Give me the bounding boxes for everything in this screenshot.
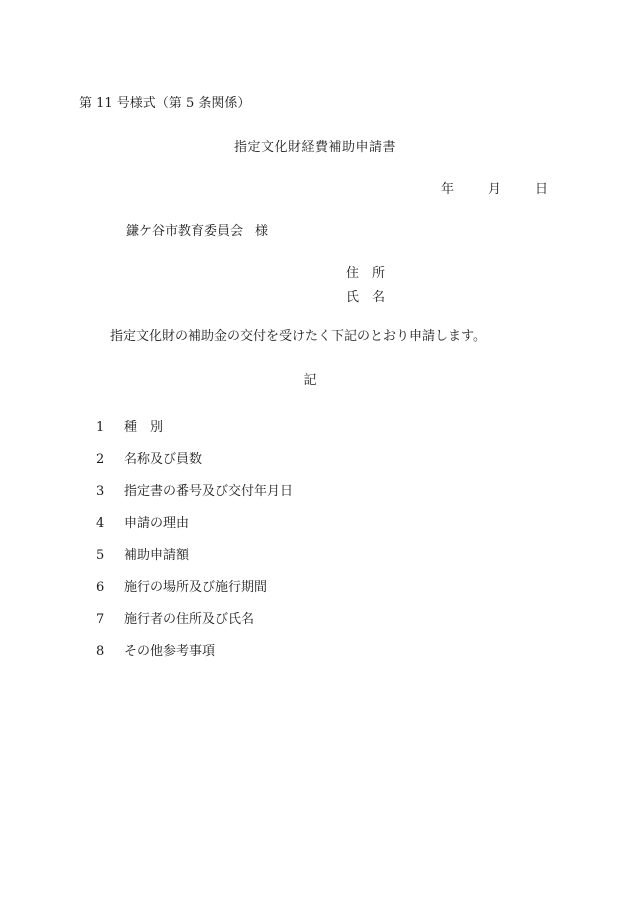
list-item (96, 644, 215, 660)
item-label: 指定書の番号及び交付年月日 (124, 484, 294, 499)
document-title: 指定文化財経費補助申請書 (233, 140, 396, 155)
list-item (96, 612, 254, 628)
item-number: 6 (96, 580, 105, 595)
list-item (96, 516, 189, 532)
applicant-address-label (346, 266, 385, 282)
list-item (96, 484, 293, 500)
address-label-char-1: 住 (346, 266, 360, 281)
form-number: 第 11 号様式（第 5 条関係） (79, 96, 251, 111)
item-number: 1 (96, 420, 105, 435)
list-item (96, 420, 163, 436)
item-label: 補助申請額 (124, 548, 190, 563)
request-statement: 指定文化財の補助金の交付を受けたく下記のとおり申請します。 (110, 329, 486, 344)
month-label: 月 (488, 182, 502, 197)
item-label: その他参考事項 (124, 644, 216, 659)
name-label-char-1: 氏 (346, 290, 360, 305)
addressee-honorific: 様 (255, 224, 269, 239)
list-item (96, 580, 267, 596)
item-label-char-1: 種 (124, 420, 138, 435)
item-label: 名称及び員数 (124, 452, 203, 467)
item-number: 5 (96, 548, 105, 563)
item-number: 2 (96, 452, 105, 467)
address-label-char-2: 所 (372, 266, 386, 281)
addressee (126, 224, 268, 240)
item-label: 施行の場所及び施行期間 (124, 580, 268, 595)
item-number: 3 (96, 484, 105, 499)
item-number: 7 (96, 612, 105, 627)
list-item (96, 452, 202, 468)
year-label: 年 (441, 182, 455, 197)
item-number: 8 (96, 644, 105, 659)
item-label: 申請の理由 (124, 516, 190, 531)
name-label-char-2: 名 (372, 290, 386, 305)
item-label: 施行者の住所及び氏名 (124, 612, 255, 627)
applicant-name-label (346, 290, 385, 306)
item-label-char-2: 別 (150, 420, 164, 435)
ki-heading: 記 (303, 373, 317, 388)
day-label: 日 (535, 182, 549, 197)
date-line (441, 182, 548, 198)
list-item (96, 548, 189, 564)
addressee-name: 鎌ケ谷市教育委員会 (126, 224, 244, 239)
item-number: 4 (96, 516, 105, 531)
